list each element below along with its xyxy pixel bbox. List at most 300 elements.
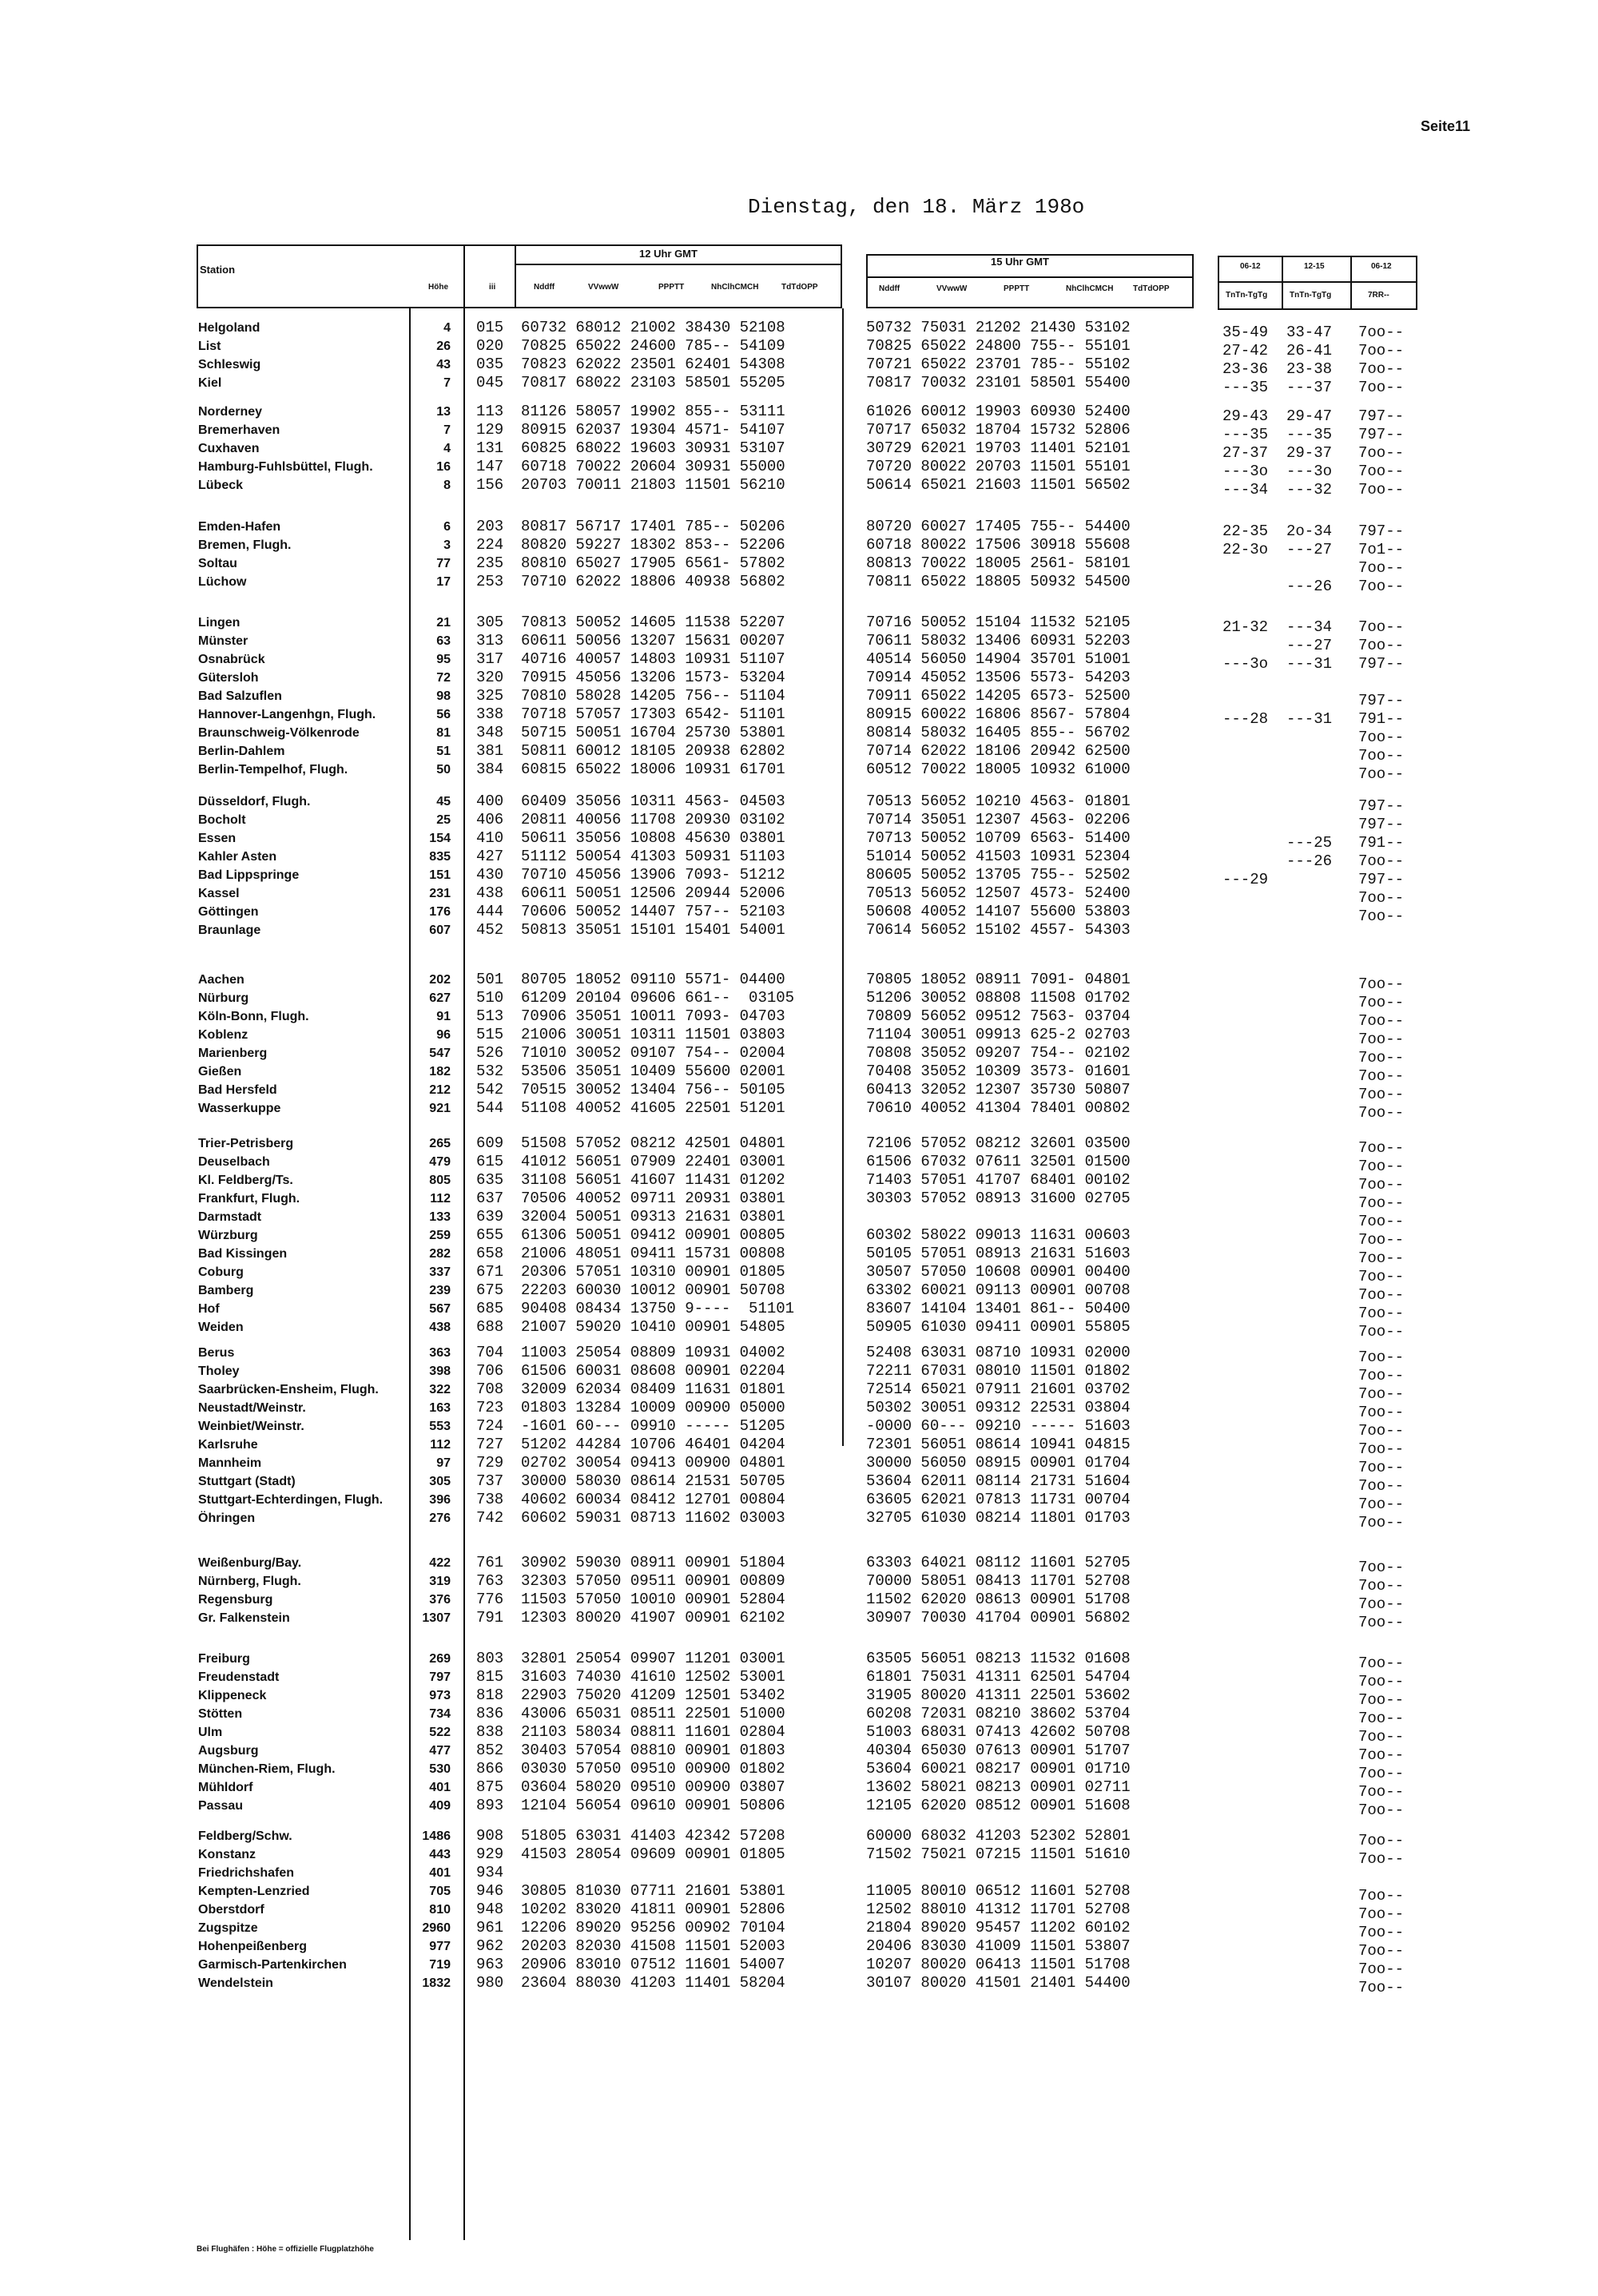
- obs-12-groups: 32009 62034 08409 11631 01801: [521, 1380, 785, 1398]
- right-value-r1: 21-32: [1222, 618, 1269, 636]
- station-iii: 962: [476, 1937, 504, 1955]
- station-iii: 131: [476, 439, 504, 457]
- right-value-r3: 7oo--: [1358, 1012, 1405, 1030]
- station-iii: 961: [476, 1919, 504, 1937]
- right-value-r2: ---31: [1286, 655, 1333, 673]
- station-name: Oberstdorf: [198, 1903, 264, 1917]
- station-height: 705: [429, 1885, 451, 1898]
- right-value-r3: 7oo--: [1358, 1673, 1405, 1690]
- right-value-r3: 7oo--: [1358, 1194, 1405, 1212]
- obs-12-groups: 51805 63031 41403 42342 57208: [521, 1827, 785, 1845]
- right-value-r3: 7oo--: [1358, 1728, 1405, 1746]
- station-name: Augsburg: [198, 1744, 259, 1758]
- station-iii: 544: [476, 1099, 504, 1117]
- obs-15-groups: 60000 68032 41203 52302 52801: [866, 1827, 1131, 1845]
- station-height: 63: [436, 634, 451, 648]
- block-12-col-1: VVwwW: [588, 283, 619, 292]
- station-iii: 427: [476, 848, 504, 865]
- obs-12-groups: 70606 50052 14407 757-- 52103: [521, 903, 785, 920]
- obs-12-groups: 30902 59030 08911 00901 51804: [521, 1554, 785, 1571]
- station-height: 401: [429, 1781, 451, 1794]
- right-value-r3: 7oo--: [1358, 1942, 1405, 1960]
- station-iii: 803: [476, 1650, 504, 1667]
- obs-12-groups: 03604 58020 09510 00900 03807: [521, 1778, 785, 1796]
- station-height: 607: [429, 924, 451, 937]
- obs-15-groups: 31905 80020 41311 22501 53602: [866, 1686, 1131, 1704]
- station-name: Norderney: [198, 405, 263, 419]
- station-name: Bremen, Flugh.: [198, 538, 292, 552]
- station-height: 112: [430, 1438, 451, 1452]
- station-height: 95: [436, 653, 451, 666]
- right-value-r3: 7oo--: [1358, 578, 1405, 595]
- obs-12-groups: 32801 25054 09907 11201 03001: [521, 1650, 785, 1667]
- station-height: 719: [429, 1958, 451, 1972]
- station-iii: 015: [476, 319, 504, 336]
- station-iii: 639: [476, 1208, 504, 1225]
- right-value-r3: 797--: [1358, 407, 1405, 425]
- obs-15-groups: 70817 70032 23101 58501 55400: [866, 374, 1131, 391]
- right-value-r3: 7oo--: [1358, 360, 1405, 378]
- station-iii: 317: [476, 650, 504, 668]
- obs-15-groups: 70714 35051 12307 4563- 02206: [866, 811, 1131, 828]
- obs-15-groups: 70721 65022 23701 785-- 55102: [866, 356, 1131, 373]
- station-name: Darmstadt: [198, 1210, 262, 1224]
- station-name: Tholey: [198, 1364, 240, 1378]
- station-iii: 671: [476, 1263, 504, 1281]
- station-height: 977: [429, 1940, 451, 1953]
- station-iii: 635: [476, 1171, 504, 1189]
- station-height: 50: [436, 763, 451, 777]
- right-value-r3: 7oo--: [1358, 908, 1405, 925]
- station-iii: 147: [476, 458, 504, 475]
- obs-15-groups: 71502 75021 07215 11501 51610: [866, 1845, 1131, 1863]
- station-iii: 156: [476, 476, 504, 494]
- station-name: Lüchow: [198, 575, 247, 589]
- right-value-r2: ---27: [1286, 637, 1333, 654]
- obs-15-groups: 52408 63031 08710 10931 02000: [866, 1344, 1131, 1361]
- station-name: Essen: [198, 832, 237, 845]
- right-value-r3: 7oo--: [1358, 1323, 1405, 1341]
- block-12-title: 12 Uhr GMT: [639, 248, 698, 260]
- obs-15-groups: 20406 83030 41009 11501 53807: [866, 1937, 1131, 1955]
- obs-15-groups: 61506 67032 07611 32501 01500: [866, 1153, 1131, 1170]
- station-height: 567: [429, 1302, 451, 1316]
- station-height: 212: [429, 1083, 451, 1097]
- obs-15-groups: 70720 80022 20703 11501 55101: [866, 458, 1131, 475]
- station-height: 231: [429, 887, 451, 900]
- obs-12-groups: 22903 75020 41209 12501 53402: [521, 1686, 785, 1704]
- obs-12-groups: 20906 83010 07512 11601 54007: [521, 1956, 785, 1973]
- right-value-r3: 7oo--: [1358, 1887, 1405, 1905]
- station-height: 398: [429, 1364, 451, 1378]
- station-iii: 400: [476, 792, 504, 810]
- station-height: 438: [429, 1321, 451, 1334]
- obs-15-groups: 70000 58051 08413 11701 52708: [866, 1572, 1131, 1590]
- station-name: Koblenz: [198, 1028, 248, 1042]
- obs-15-groups: 72106 57052 08212 32601 03500: [866, 1134, 1131, 1152]
- station-name: Lingen: [198, 616, 240, 630]
- block-15-col-2: PPPTT: [1004, 284, 1030, 293]
- right-value-r3: 7oo--: [1358, 1459, 1405, 1476]
- station-name: Zugspitze: [198, 1921, 258, 1935]
- obs-12-groups: 61306 50051 09412 00901 00805: [521, 1226, 785, 1244]
- right-sub-2: TnTn-TgTg: [1290, 291, 1332, 300]
- obs-12-groups: 31603 74030 41610 12502 53001: [521, 1668, 785, 1686]
- station-name: Ulm: [198, 1726, 223, 1739]
- obs-12-groups: 60409 35056 10311 4563- 04503: [521, 792, 785, 810]
- obs-15-groups: 21804 89020 95457 11202 60102: [866, 1919, 1131, 1937]
- right-value-r3: 7oo--: [1358, 1850, 1405, 1868]
- station-height: 97: [436, 1456, 451, 1470]
- station-height: 319: [429, 1575, 451, 1588]
- obs-12-groups: 53506 35051 10409 55600 02001: [521, 1063, 785, 1080]
- station-iii: 510: [476, 989, 504, 1007]
- obs-15-groups: 12502 88010 41312 11701 52708: [866, 1901, 1131, 1918]
- station-iii: 438: [476, 884, 504, 902]
- obs-15-groups: 40514 56050 14904 35701 51001: [866, 650, 1131, 668]
- station-name: Hamburg-Fuhlsbüttel, Flugh.: [198, 460, 373, 474]
- station-iii: 761: [476, 1554, 504, 1571]
- obs-12-groups: 03030 57050 09510 00900 01802: [521, 1760, 785, 1778]
- obs-12-groups: 70825 65022 24600 785-- 54109: [521, 337, 785, 355]
- station-iii: 045: [476, 374, 504, 391]
- obs-12-groups: 50813 35051 15101 15401 54001: [521, 921, 785, 939]
- right-value-r2: ---3o: [1286, 463, 1333, 480]
- obs-15-groups: 11502 62020 08613 00901 51708: [866, 1591, 1131, 1608]
- station-height: 547: [429, 1047, 451, 1060]
- obs-12-groups: 70906 35051 10011 7093- 04703: [521, 1007, 785, 1025]
- right-head-2: 12-15: [1304, 262, 1325, 271]
- station-iii: 866: [476, 1760, 504, 1778]
- obs-15-groups: 70809 56052 09512 7563- 03704: [866, 1007, 1131, 1025]
- station-iii: 727: [476, 1436, 504, 1453]
- obs-12-groups: 81126 58057 19902 855-- 53111: [521, 403, 785, 420]
- station-name: Saarbrücken-Ensheim, Flugh.: [198, 1383, 379, 1396]
- block-15-divider: [866, 276, 1194, 278]
- right-value-r3: 7oo--: [1358, 342, 1405, 359]
- obs-15-groups: 61801 75031 41311 62501 54704: [866, 1668, 1131, 1686]
- station-iii: 675: [476, 1281, 504, 1299]
- station-height: 627: [429, 991, 451, 1005]
- station-name: Weinbiet/Weinstr.: [198, 1420, 304, 1433]
- station-height: 422: [429, 1556, 451, 1570]
- station-name: Marienberg: [198, 1047, 268, 1060]
- station-iii: 908: [476, 1827, 504, 1845]
- station-height: 269: [429, 1652, 451, 1666]
- right-value-r3: 7oo--: [1358, 1158, 1405, 1175]
- obs-15-groups: 70805 18052 08911 7091- 04801: [866, 971, 1131, 988]
- right-value-r3: 7oo--: [1358, 994, 1405, 1011]
- right-header-sep-2: [1350, 256, 1352, 310]
- obs-15-groups: 60718 80022 17506 30918 55608: [866, 536, 1131, 554]
- station-name: Berlin-Dahlem: [198, 745, 285, 758]
- obs-12-groups: 60611 50051 12506 20944 52006: [521, 884, 785, 902]
- right-value-r3: 7oo--: [1358, 1710, 1405, 1727]
- obs-12-groups: 80817 56717 17401 785-- 50206: [521, 518, 785, 535]
- right-value-r2: 33-47: [1286, 324, 1333, 341]
- station-name: Deuselbach: [198, 1155, 270, 1169]
- obs-12-groups: 50715 50051 16704 25730 53801: [521, 724, 785, 741]
- station-name: Stuttgart-Echterdingen, Flugh.: [198, 1493, 384, 1507]
- station-name: Berus: [198, 1346, 235, 1360]
- station-name: Karlsruhe: [198, 1438, 258, 1452]
- right-value-r1: ---29: [1222, 871, 1269, 888]
- station-height: 477: [429, 1744, 451, 1758]
- station-name: Weiden: [198, 1321, 244, 1334]
- right-value-r1: ---3o: [1222, 655, 1269, 673]
- station-iii: 723: [476, 1399, 504, 1416]
- block-12-col-2: PPPTT: [658, 283, 685, 292]
- obs-12-groups: 60718 70022 20604 30931 55000: [521, 458, 785, 475]
- obs-15-groups: 63505 56051 08213 11532 01608: [866, 1650, 1131, 1667]
- obs-12-groups: 50811 60012 18105 20938 62802: [521, 742, 785, 760]
- obs-12-groups: 20811 40056 11708 20930 03102: [521, 811, 785, 828]
- block-12-col-4: TdTdOPP: [781, 283, 818, 292]
- station-name: Regensburg: [198, 1593, 273, 1607]
- station-iii: 348: [476, 724, 504, 741]
- station-height: 91: [436, 1010, 451, 1023]
- station-height: 396: [429, 1493, 451, 1507]
- obs-15-groups: 32705 61030 08214 11801 01703: [866, 1509, 1131, 1527]
- right-value-r2: 23-38: [1286, 360, 1333, 378]
- station-iii: 708: [476, 1380, 504, 1398]
- right-value-r3: 7oo--: [1358, 1832, 1405, 1849]
- station-name: Coburg: [198, 1265, 244, 1279]
- station-iii: 129: [476, 421, 504, 439]
- obs-15-groups: 70611 58032 13406 60931 52203: [866, 632, 1131, 649]
- station-iii: 875: [476, 1778, 504, 1796]
- right-value-r2: 29-47: [1286, 407, 1333, 425]
- station-iii: 313: [476, 632, 504, 649]
- block-15-col-4: TdTdOPP: [1133, 284, 1170, 293]
- station-height: 276: [429, 1511, 451, 1525]
- obs-15-groups: 40304 65030 07613 00901 51707: [866, 1742, 1131, 1759]
- obs-12-groups: 51112 50054 41303 50931 51103: [521, 848, 785, 865]
- station-iii: 658: [476, 1245, 504, 1262]
- station-name: Stuttgart (Stadt): [198, 1475, 296, 1488]
- station-iii: 542: [476, 1081, 504, 1098]
- station-height: 530: [429, 1762, 451, 1776]
- station-iii: 113: [476, 403, 504, 420]
- station-name: Emden-Hafen: [198, 520, 281, 534]
- obs-15-groups: 50105 57051 08913 21631 51603: [866, 1245, 1131, 1262]
- station-height: 16: [436, 460, 451, 474]
- station-height: 479: [429, 1155, 451, 1169]
- right-value-r3: 7oo--: [1358, 444, 1405, 462]
- station-name: Bad Kissingen: [198, 1247, 288, 1261]
- station-height: 4: [443, 321, 451, 335]
- right-value-r2: 2o-34: [1286, 522, 1333, 540]
- obs-12-groups: 70823 62022 23501 62401 54308: [521, 356, 785, 373]
- station-iii: 384: [476, 761, 504, 778]
- right-value-r3: 7oo--: [1358, 1924, 1405, 1941]
- station-iii: 637: [476, 1190, 504, 1207]
- station-height: 151: [429, 868, 451, 882]
- obs-15-groups: 50614 65021 21603 11501 56502: [866, 476, 1131, 494]
- station-header-frame: [197, 244, 516, 308]
- right-value-r3: 791--: [1358, 834, 1405, 852]
- right-value-r3: 7oo--: [1358, 889, 1405, 907]
- station-iii: 688: [476, 1318, 504, 1336]
- station-iii: 253: [476, 573, 504, 590]
- obs-15-groups: 72514 65021 07911 21601 03702: [866, 1380, 1131, 1398]
- station-iii: 381: [476, 742, 504, 760]
- station-height: 112: [430, 1192, 451, 1206]
- right-value-r3: 7oo--: [1358, 1960, 1405, 1978]
- station-name: Neustadt/Weinstr.: [198, 1401, 306, 1415]
- right-value-r3: 7oo--: [1358, 463, 1405, 480]
- right-value-r3: 797--: [1358, 816, 1405, 833]
- right-value-r2: ---37: [1286, 379, 1333, 396]
- right-value-r3: 797--: [1358, 522, 1405, 540]
- right-value-r3: 7oo--: [1358, 1031, 1405, 1048]
- obs-15-groups: 70914 45052 13506 5573- 54203: [866, 669, 1131, 686]
- station-height: 553: [429, 1420, 451, 1433]
- station-iii: 325: [476, 687, 504, 705]
- station-height: 77: [436, 557, 451, 570]
- right-value-r3: 7oo--: [1358, 1213, 1405, 1230]
- obs-12-groups: 70813 50052 14605 11538 52207: [521, 614, 785, 631]
- station-name: Feldberg/Schw.: [198, 1829, 292, 1843]
- obs-12-groups: 20203 82030 41508 11501 52003: [521, 1937, 785, 1955]
- obs-15-groups: 60512 70022 18005 10932 61000: [866, 761, 1131, 778]
- station-height: 810: [429, 1903, 451, 1917]
- station-height: 43: [436, 358, 451, 371]
- obs-15-groups: 70614 56052 15102 4557- 54303: [866, 921, 1131, 939]
- station-iii: 724: [476, 1417, 504, 1435]
- station-height: 56: [436, 708, 451, 721]
- station-iii: 729: [476, 1454, 504, 1472]
- station-name: Nürburg: [198, 991, 249, 1005]
- station-name: Wasserkuppe: [198, 1102, 281, 1115]
- station-iii: 515: [476, 1026, 504, 1043]
- obs-15-groups: 70911 65022 14205 6573- 52500: [866, 687, 1131, 705]
- obs-15-groups: 10207 80020 06413 11501 51708: [866, 1956, 1131, 1973]
- height-iii-rule: [463, 244, 465, 2240]
- station-name: Mannheim: [198, 1456, 262, 1470]
- station-name: Frankfurt, Flugh.: [198, 1192, 300, 1206]
- right-value-r3: 7oo--: [1358, 1104, 1405, 1122]
- station-iii: 893: [476, 1797, 504, 1814]
- station-height: 21: [436, 616, 451, 630]
- station-iii: 235: [476, 554, 504, 572]
- station-iii: 815: [476, 1668, 504, 1686]
- station-name: Öhringen: [198, 1511, 256, 1525]
- obs-12-groups: 30000 58030 08614 21531 50705: [521, 1472, 785, 1490]
- station-iii: 929: [476, 1845, 504, 1863]
- obs-12-groups: 50611 35056 10808 45630 03801: [521, 829, 785, 847]
- station-name: Klippeneck: [198, 1689, 267, 1702]
- obs-12-groups: 20703 70011 21803 11501 56210: [521, 476, 785, 494]
- obs-15-groups: 80915 60022 16806 8567- 57804: [866, 705, 1131, 723]
- station-name: Düsseldorf, Flugh.: [198, 795, 311, 808]
- right-value-r1: 29-43: [1222, 407, 1269, 425]
- obs-12-groups: 20306 57051 10310 00901 01805: [521, 1263, 785, 1281]
- station-height: 182: [429, 1065, 451, 1078]
- obs-12-groups: 32004 50051 09313 21631 03801: [521, 1208, 785, 1225]
- obs-12-groups: 02702 30054 09413 00900 04801: [521, 1454, 785, 1472]
- obs-12-groups: 71010 30052 09107 754-- 02004: [521, 1044, 785, 1062]
- station-name: Würzburg: [198, 1229, 258, 1242]
- station-name: Bremerhaven: [198, 423, 280, 437]
- station-iii: 203: [476, 518, 504, 535]
- obs-15-groups: 50905 61030 09411 00901 55805: [866, 1318, 1131, 1336]
- station-height: 26: [436, 340, 451, 353]
- right-sub-3: 7RR--: [1368, 291, 1389, 300]
- station-iii: 526: [476, 1044, 504, 1062]
- station-name: Köln-Bonn, Flugh.: [198, 1010, 309, 1023]
- right-value-r2: ---31: [1286, 710, 1333, 728]
- right-value-r1: 27-37: [1222, 444, 1269, 462]
- station-iii: 742: [476, 1509, 504, 1527]
- right-value-r3: 7oo--: [1358, 637, 1405, 654]
- obs-12-groups: 80810 65027 17905 6561- 57802: [521, 554, 785, 572]
- right-value-r3: 7oo--: [1358, 729, 1405, 746]
- obs-15-groups: 63302 60021 09113 00901 00708: [866, 1281, 1131, 1299]
- obs-12-groups: 60732 68012 21002 38430 52108: [521, 319, 785, 336]
- obs-12-groups: 32303 57050 09511 00901 00809: [521, 1572, 785, 1590]
- obs-12-groups: 80705 18052 09110 5571- 04400: [521, 971, 785, 988]
- station-name: Helgoland: [198, 321, 260, 335]
- station-iii: 224: [476, 536, 504, 554]
- obs-12-groups: 60825 68022 19603 30931 53107: [521, 439, 785, 457]
- right-value-r3: 7oo--: [1358, 975, 1405, 993]
- obs-15-groups: 60302 58022 09013 11631 00603: [866, 1226, 1131, 1244]
- obs-15-groups: 70811 65022 18805 50932 54500: [866, 573, 1131, 590]
- obs-12-groups: 01803 13284 10009 00900 05000: [521, 1399, 785, 1416]
- right-value-r3: 7oo--: [1358, 1305, 1405, 1322]
- right-value-r3: 7oo--: [1358, 1801, 1405, 1819]
- obs-12-groups: 61209 20104 09606 661-- 03105: [521, 989, 795, 1007]
- obs-12-groups: 60611 50056 13207 15631 00207: [521, 632, 785, 649]
- station-height: 176: [429, 905, 451, 919]
- right-value-r3: 7oo--: [1358, 1249, 1405, 1267]
- station-height: 4: [443, 442, 451, 455]
- obs-12-groups: 43006 65031 08511 22501 51000: [521, 1705, 785, 1722]
- station-height: 1486: [422, 1829, 451, 1843]
- station-name: Schleswig: [198, 358, 261, 371]
- obs-15-groups: 30507 57050 10608 00901 00400: [866, 1263, 1131, 1281]
- station-height: 363: [429, 1346, 451, 1360]
- right-value-r3: 7oo--: [1358, 765, 1405, 783]
- obs-15-groups: 50302 30051 09312 22531 03804: [866, 1399, 1131, 1416]
- right-value-r3: 7oo--: [1358, 1049, 1405, 1067]
- station-iii: 946: [476, 1882, 504, 1900]
- station-iii: 738: [476, 1491, 504, 1508]
- station-height: 376: [429, 1593, 451, 1607]
- right-value-r1: ---34: [1222, 481, 1269, 499]
- station-name: Nürnberg, Flugh.: [198, 1575, 301, 1588]
- right-value-r2: ---27: [1286, 541, 1333, 558]
- right-value-r3: 797--: [1358, 426, 1405, 443]
- station-iii: 035: [476, 356, 504, 373]
- station-iii: 776: [476, 1591, 504, 1608]
- station-height: 1307: [422, 1611, 451, 1625]
- station-height: 17: [436, 575, 451, 589]
- obs-12-groups: 12303 80020 41907 00901 62102: [521, 1609, 785, 1627]
- right-value-r3: 7oo--: [1358, 1577, 1405, 1595]
- station-name: Bad Hersfeld: [198, 1083, 277, 1097]
- station-height: 973: [429, 1689, 451, 1702]
- right-value-r3: 7oo--: [1358, 1349, 1405, 1366]
- right-value-r2: 29-37: [1286, 444, 1333, 462]
- station-iii: 685: [476, 1300, 504, 1317]
- right-value-r3: 7oo--: [1358, 1231, 1405, 1249]
- obs-15-groups: 80605 50052 13705 755-- 52502: [866, 866, 1131, 884]
- right-value-r2: ---34: [1286, 618, 1333, 636]
- iii-heading: iii: [489, 283, 496, 292]
- station-iii: 406: [476, 811, 504, 828]
